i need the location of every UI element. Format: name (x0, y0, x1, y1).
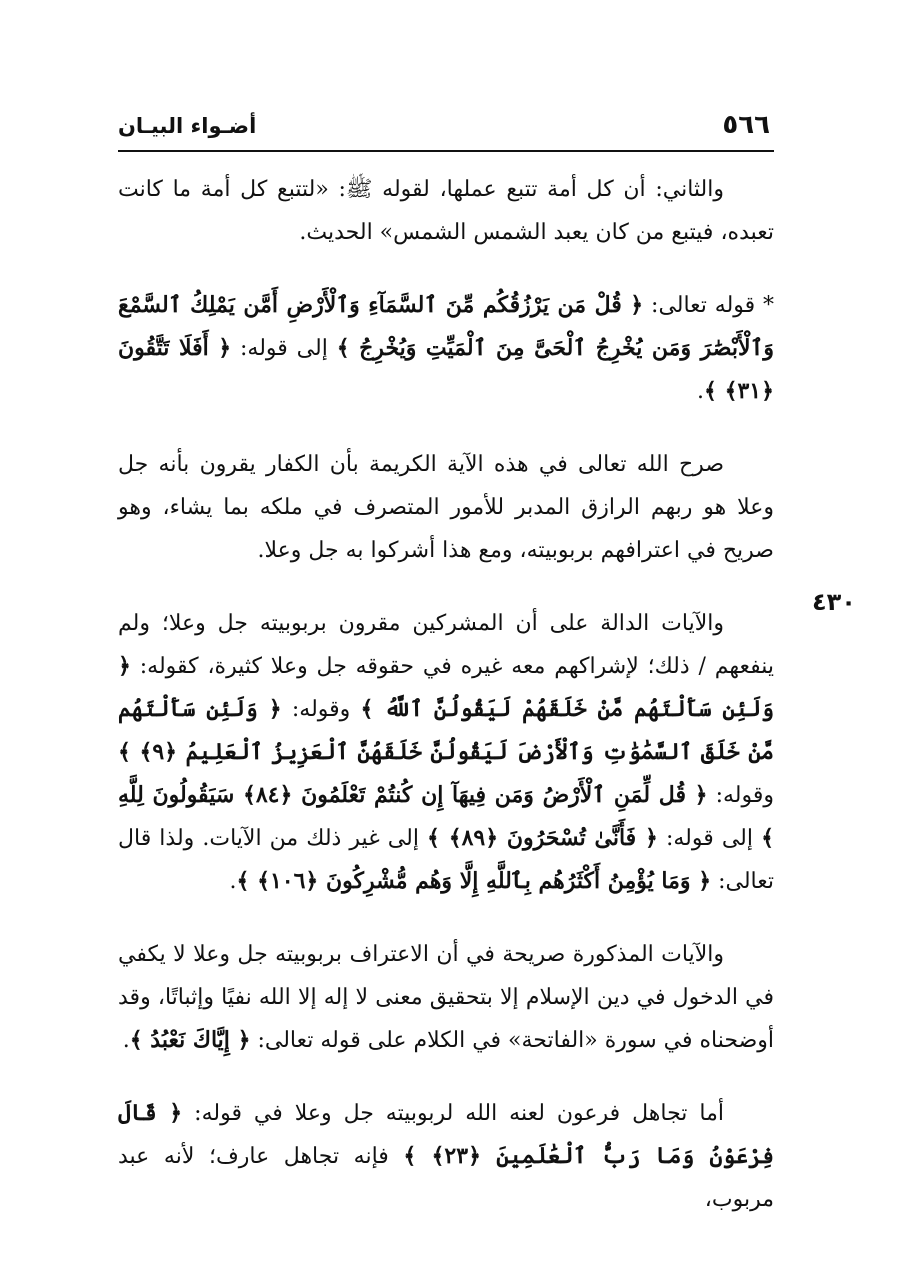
paragraph-6 (118, 1092, 774, 1221)
quran-verse: ﴿ وَلَئِن سَأَلْتَهُم مَّنْ خَلَقَهُمْ لَيَقُولُنَّ ٱللَّهُ ﴾ (118, 653, 774, 722)
paragraph-text: إلى قوله: (665, 826, 753, 851)
quran-verse: ﴿ وَلَئِن سَأَلْتَهُم مَّنْ خَلَقَ ٱلسَّمَٰوَٰتِ وَٱلْأَرْضَ لَيَقُولُنَّ خَلَقَهُنَّ ٱلْعَزِيزُ ٱلْعَلِيمُ ﴿٩﴾ ﴾ (118, 696, 774, 765)
paragraph-text: والآيات المذكورة صريحة في أن الاعتراف بربوبيته جل وعلا لا يكفي في الدخول في دين الإسلام إلا بتحقيق معنى لا إله إلا الله نفيًا وإثباتًا، وقد أوضحناه في سورة «الفاتحة» في الكلام على قوله تعالى: (118, 942, 774, 1053)
paragraph-text: أما تجاهل فرعون لعنه الله لربوبيته جل وعلا في قوله: (194, 1101, 724, 1126)
paragraph-text: صرح الله تعالى في هذه الآية الكريمة بأن الكفار يقرون بأنه جل وعلا هو ربهم الرازق المدبر للأمور المتصرف في ملكه بما يشاء، وهو صريح في اعترافهم بربوبيته، ومع هذا أشركوا به جل وعلا. (118, 452, 774, 563)
margin-page-reference: ٤٣٠ (812, 588, 856, 616)
paragraph-text: فإنه تجاهل عارف؛ لأنه عبد مربوب، (118, 1144, 774, 1212)
paragraph-4 (118, 602, 774, 903)
quran-verse: ﴿ وَمَا يُؤْمِنُ أَكْثَرُهُم بِٱللَّهِ إِلَّا وَهُم مُّشْرِكُونَ ﴿١٠٦﴾ ﴾ (236, 868, 712, 894)
paragraph-text: إلى قوله: (240, 336, 328, 361)
quran-verse: ﴿ فَأَنَّىٰ تُسْحَرُونَ ﴿٨٩﴾ ﴾ (427, 825, 658, 851)
quran-verse: ﴿ قُل لِّمَنِ ٱلْأَرْضُ وَمَن فِيهَآ إِن كُنتُمْ تَعْلَمُونَ ﴿٨٤﴾ سَيَقُولُونَ لِلَّهِ ﴾ (118, 782, 774, 851)
paragraph-5 (118, 933, 774, 1062)
running-title: أضـواء البيـان (118, 114, 257, 138)
quran-verse: ﴿ إِيَّاكَ نَعْبُدُ ﴾ (129, 1027, 251, 1053)
paragraph-text: والثاني: أن كل أمة تتبع عملها، لقوله ﷺ: «لتتبع كل أمة ما كانت تعبده، فيتبع من كان يعبد الشمس الشمس» الحديث. (118, 177, 774, 245)
paragraph-3 (118, 443, 774, 572)
paragraph-text: والآيات الدالة على أن المشركين مقرون بربوبيته جل وعلا؛ ولم ينفعهم / ذلك؛ لإشراكهم معه غيره في حقوقه جل وعلا كثيرة، كقوله: (118, 611, 774, 679)
body-text (118, 168, 774, 1251)
paragraph-end: . (122, 1028, 130, 1053)
quran-verse: ﴿ قُلْ مَن يَرْزُقُكُم مِّنَ ٱلسَّمَآءِ وَٱلْأَرْضِ أَمَّن يَمْلِكُ ٱلسَّمْعَ وَٱلْأَبْصَٰرَ وَمَن يُخْرِجُ ٱلْحَىَّ مِنَ ٱلْمَيِّتِ وَيُخْرِجُ ﴾ (118, 292, 775, 361)
quran-verse: ﴿ أَفَلَا تَتَّقُونَ ﴿٣١﴾ ﴾ (118, 335, 774, 404)
paragraph-text: وقوله: (291, 697, 351, 722)
paragraph-end: . (697, 379, 705, 404)
paragraph-1 (118, 168, 774, 254)
paragraph-lead: * قوله تعالى: (651, 293, 774, 318)
page-header (118, 110, 774, 152)
page-number: ٥٦٦ (722, 110, 770, 140)
quran-verse: ﴿ قَالَ فِرْعَوْنُ وَمَا رَبُّ ٱلْعَٰلَمِينَ ﴿٢٣﴾ ﴾ (118, 1100, 774, 1169)
paragraph-text: وقوله: (715, 783, 775, 808)
paragraph-2 (118, 284, 774, 413)
paragraph-text: إلى غير ذلك من الآيات. ولذا قال تعالى: (118, 826, 774, 894)
paragraph-end: . (229, 869, 237, 894)
